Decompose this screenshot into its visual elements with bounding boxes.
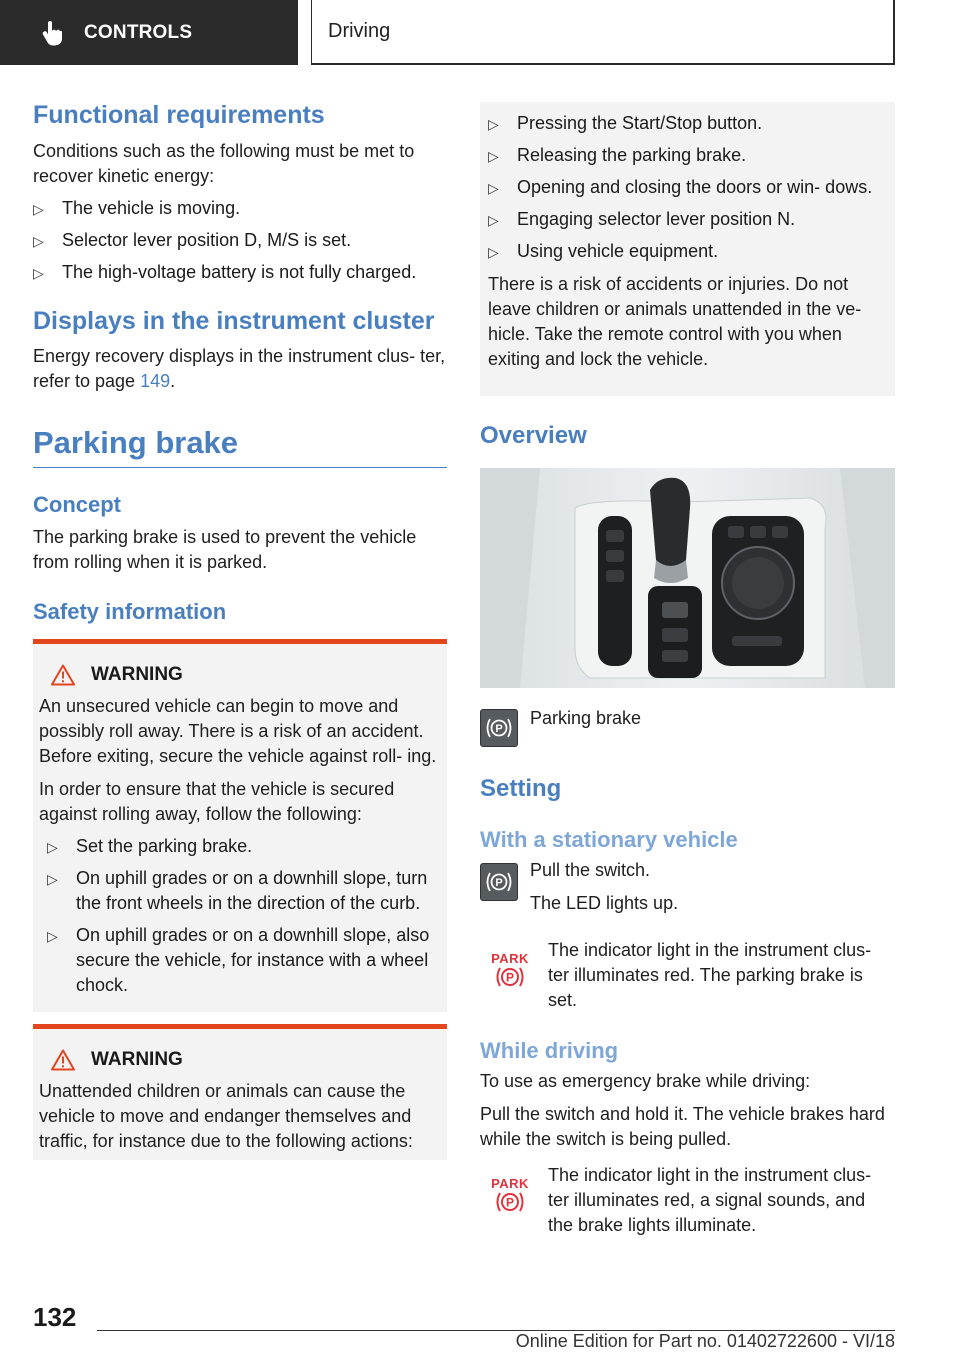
triangle-bullet-icon: ▷ [33,201,44,217]
park-indicator-icon: PARK P [491,951,529,985]
while-driving-indicator [480,1163,895,1238]
concept-text: The parking brake is used to prevent the vehicle from rolling when it is parked. [33,527,417,572]
heading-while-driving: While driving [480,1038,619,1063]
warning-title: WARNING [51,1049,441,1071]
list-item: ▷ Selector lever position D, M/S is set. [33,228,447,253]
heading-overview: Overview [480,422,587,449]
center-console-photo [480,468,895,688]
chapter-title: Driving [328,20,391,42]
triangle-bullet-icon: ▷ [488,116,499,132]
svg-text:P: P [505,1195,515,1210]
list-item: ▷ Using vehicle equipment. [488,239,887,264]
while-driving-indicator-text: The indicator light in the instrument clus‐ ter illuminates red, a signal sounds, and the brake lights illuminate. [548,1165,872,1235]
warning-paragraph: Unattended children or animals can cause the vehicle to move and endanger themselves and traffic, for instance due to the following actions: [39,1081,413,1151]
warning-list [47,834,441,998]
list-item: ▷ On uphill grades or on a downhill slope, also secure the vehicle, for instance with a wheel chock. [47,925,430,995]
warning-paragraph: An unsecured vehicle can begin to move and possibly roll away. There is a risk of an accident. Before exiting, secure the vehicle against roll‐ ing. [39,696,437,766]
chapter-tab [311,0,895,65]
park-indicator-icon: PARK P [491,1176,529,1210]
stationary-line-2: The LED lights up. [530,893,679,913]
while-driving-instruction: Pull the switch and hold it. The vehicle brakes hard while the switch is being pulled. [480,1104,885,1149]
warning-triangle-icon [51,1049,75,1071]
page-reference-link[interactable]: 149 [140,371,171,391]
list-item: ▷ Pressing the Start/Stop button. [488,111,887,136]
triangle-bullet-icon: ▷ [47,839,58,855]
hand-pointer-icon [42,20,64,46]
list-item: ▷ The vehicle is moving. [33,196,447,221]
list-item: ▷ Releasing the parking brake. [488,143,887,168]
section-tab [0,0,298,65]
footer-edition: Online Edition for Part no. 01402722600 - VI/18 [515,1331,895,1351]
stationary-line-1: Pull the switch. [530,860,651,880]
warning-paragraph: In order to ensure that the vehicle is secured against rolling away, follow the following: [39,779,395,824]
heading-safety-information: Safety information [33,599,227,624]
triangle-bullet-icon: ▷ [33,265,44,281]
stationary-indicator-text: The indicator light in the instrument clus‐ ter illuminates red. The parking brake is set. [548,940,872,1010]
warning-triangle-icon [51,664,75,686]
heading-functional-requirements: Functional requirements [33,101,325,129]
stationary-indicator [480,938,895,1013]
heading-setting: Setting [480,775,562,802]
list-item: ▷ The high-voltage battery is not fully charged. [33,260,447,285]
list-item: ▷ Opening and closing the doors or win‐ dows. [488,175,887,200]
functional-requirements-list [33,196,447,285]
list-item: ▷ Set the parking brake. [47,834,441,859]
triangle-bullet-icon: ▷ [47,871,58,887]
parking-brake-switch-icon [480,863,518,901]
warning-box-1 [33,639,447,1012]
actions-list [488,111,887,264]
triangle-bullet-icon: ▷ [488,148,499,164]
heading-displays: Displays in the instrument cluster [33,307,435,335]
list-item: ▷ On uphill grades or on a downhill slope, turn the front wheels in the direction of the curb. [47,868,428,913]
svg-text:P: P [505,970,515,985]
center-console-illustration [480,468,895,688]
right-column [480,102,895,1238]
functional-requirements-intro: Conditions such as the following must be met to recover kinetic energy: [33,141,415,186]
heading-stationary-vehicle: With a stationary vehicle [480,827,738,852]
heading-concept: Concept [33,492,121,517]
warning-box-2 [33,1024,447,1160]
warning-continuation-box [480,102,895,396]
stationary-instructions [480,860,895,916]
triangle-bullet-icon: ▷ [33,233,44,249]
page-number: 132 [33,1302,77,1332]
parking-brake-legend [480,709,895,747]
parking-brake-switch-icon [480,709,518,747]
triangle-bullet-icon: ▷ [47,928,58,944]
risk-text: There is a risk of accidents or injuries. Do not leave children or animals unattended in the ve‐ hicle. Take the remote control with you when exiting and lock the vehicle. [488,274,862,369]
svg-text:P: P [495,877,503,889]
section-title: CONTROLS [84,21,193,43]
warning-title: WARNING [51,664,441,686]
displays-text: Energy recovery displays in the instrument clus‐ ter, refer to page 149. [33,346,446,391]
parking-brake-caption: Parking brake [530,708,642,728]
triangle-bullet-icon: ▷ [488,244,499,260]
heading-parking-brake: Parking brake [33,423,447,468]
left-column [33,100,447,1160]
triangle-bullet-icon: ▷ [488,212,499,228]
svg-text:P: P [495,723,503,735]
list-item: ▷ Engaging selector lever position N. [488,207,887,232]
while-driving-intro: To use as emergency brake while driving: [480,1071,811,1091]
triangle-bullet-icon: ▷ [488,180,499,196]
